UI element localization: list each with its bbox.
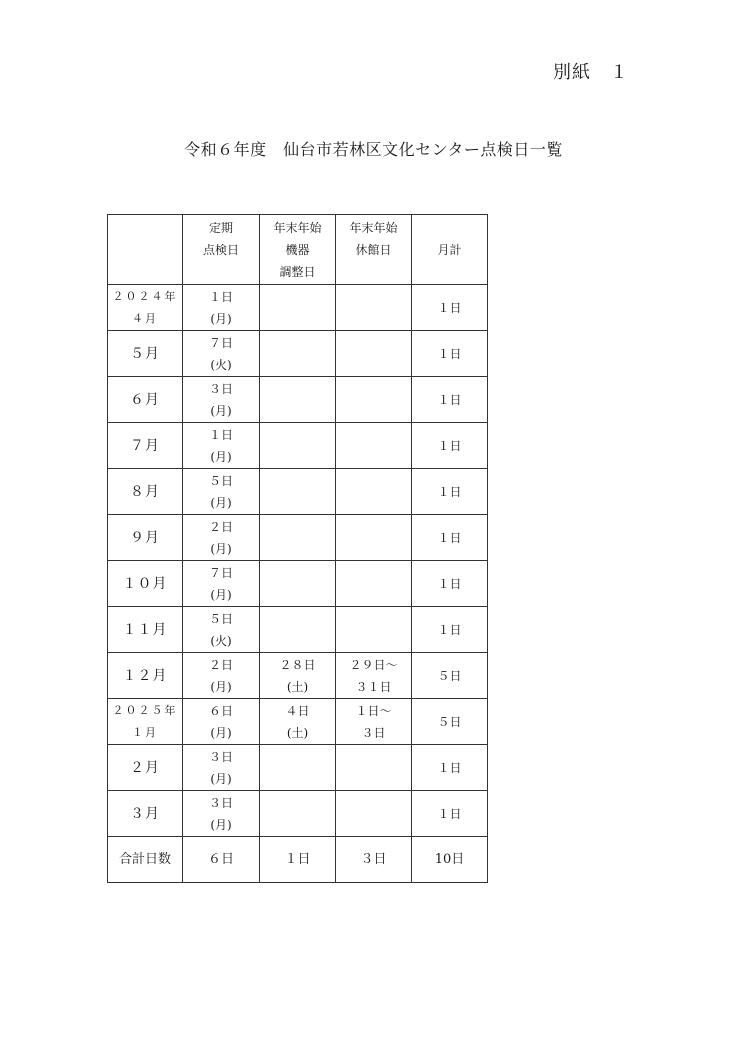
cell-text-line: ７月: [130, 437, 160, 454]
header-text-line: 年末年始: [273, 221, 322, 235]
monthly-total-cell: ５日: [412, 653, 488, 699]
monthly-total-cell: １日: [412, 607, 488, 653]
equipment-adjustment-cell: [260, 653, 336, 699]
cell-text-line: ３日: [208, 381, 233, 396]
equipment-adjustment-cell: [260, 515, 336, 561]
cell-text-line: ３日: [361, 725, 386, 740]
equipment-adjustment-cell: [260, 699, 336, 745]
equipment-adjustment-cell: [260, 423, 336, 469]
monthly-total-cell: １日: [412, 515, 488, 561]
regular-inspection-cell: [183, 377, 260, 423]
table-row: [108, 561, 488, 607]
regular-inspection-cell: [183, 423, 260, 469]
cell-text-line: ２９日～: [349, 657, 398, 672]
monthly-total-cell: １日: [412, 745, 488, 791]
month-cell: [108, 699, 183, 745]
cell-text-line: ３月: [130, 805, 160, 822]
document-title: 令和６年度 仙台市若林区文化センター点検日一覧: [184, 140, 563, 159]
regular-inspection-cell: [183, 699, 260, 745]
month-cell: [108, 331, 183, 377]
regular-inspection-cell: [183, 791, 260, 837]
cell-text-line: ６月: [130, 391, 160, 408]
month-cell: [108, 377, 183, 423]
table-row: [108, 699, 488, 745]
monthly-total-cell: １日: [412, 331, 488, 377]
equipment-adjustment-cell: [260, 331, 336, 377]
cell-text-line: ２０２５年: [112, 703, 178, 717]
header-text-line: 年末年始: [349, 221, 398, 235]
table-row: [108, 653, 488, 699]
monthly-total-cell: １日: [412, 791, 488, 837]
table-row: [108, 423, 488, 469]
cell-text-line: ６日: [208, 703, 233, 718]
cell-text-line: ２日: [208, 519, 233, 534]
table-row: [108, 285, 488, 331]
cell-text-line: (月): [210, 311, 232, 326]
table-row: [108, 745, 488, 791]
monthly-total-cell: １日: [412, 377, 488, 423]
table-header-row: [108, 215, 488, 285]
cell-text-line: (月): [210, 587, 232, 602]
cell-text-line: (月): [210, 725, 232, 740]
cell-text-line: (月): [210, 541, 232, 556]
header-text-line: 機器: [285, 243, 310, 257]
table-row: [108, 515, 488, 561]
cell-text-line: ５日: [208, 473, 233, 488]
cell-text-line: ４月: [132, 311, 158, 325]
table-total-row: [108, 837, 488, 883]
holiday-closure-cell: [336, 515, 412, 561]
holiday-closure-cell: [336, 791, 412, 837]
total-sum-cell: 10日: [412, 837, 488, 883]
equipment-adjustment-cell: [260, 745, 336, 791]
cell-text-line: ４日: [285, 703, 310, 718]
header-monthly-total: [412, 215, 488, 285]
attachment-label: 別紙 １: [553, 62, 629, 83]
month-cell: [108, 515, 183, 561]
cell-text-line: ２月: [130, 759, 160, 776]
holiday-closure-cell: [336, 423, 412, 469]
regular-inspection-cell: [183, 745, 260, 791]
monthly-total-cell: １日: [412, 469, 488, 515]
header-text-line: 休館日: [355, 243, 392, 257]
monthly-total-cell: ５日: [412, 699, 488, 745]
month-cell: [108, 653, 183, 699]
cell-text-line: ５日: [208, 611, 233, 626]
total-adjust-cell: １日: [260, 837, 336, 883]
table-row: [108, 469, 488, 515]
cell-text-line: １０月: [122, 575, 168, 592]
total-label-cell: 合計日数: [108, 837, 183, 883]
cell-text-line: (火): [210, 357, 232, 372]
monthly-total-cell: １日: [412, 561, 488, 607]
cell-text-line: (月): [210, 403, 232, 418]
cell-text-line: ２０２４年: [112, 289, 178, 303]
regular-inspection-cell: [183, 561, 260, 607]
month-cell: [108, 285, 183, 331]
holiday-closure-cell: [336, 561, 412, 607]
table-row: [108, 377, 488, 423]
header-equipment-adjustment: [260, 215, 336, 285]
cell-text-line: (月): [210, 679, 232, 694]
header-text-line: 点検日: [202, 243, 239, 257]
header-text-line: 月計: [437, 242, 462, 257]
equipment-adjustment-cell: [260, 377, 336, 423]
holiday-closure-cell: [336, 653, 412, 699]
cell-text-line: (月): [210, 817, 232, 832]
cell-text-line: ２８日: [279, 657, 316, 672]
holiday-closure-cell: [336, 607, 412, 653]
equipment-adjustment-cell: [260, 791, 336, 837]
cell-text-line: ７日: [208, 565, 233, 580]
month-cell: [108, 791, 183, 837]
cell-text-line: (土): [286, 725, 309, 740]
cell-text-line: ７日: [208, 335, 233, 350]
table-row: [108, 607, 488, 653]
holiday-closure-cell: [336, 469, 412, 515]
holiday-closure-cell: [336, 699, 412, 745]
month-cell: [108, 423, 183, 469]
monthly-total-cell: １日: [412, 423, 488, 469]
cell-text-line: ８月: [130, 483, 160, 500]
cell-text-line: ３日: [208, 749, 233, 764]
cell-text-line: １２月: [122, 667, 168, 684]
cell-text-line: (土): [286, 679, 309, 694]
equipment-adjustment-cell: [260, 561, 336, 607]
regular-inspection-cell: [183, 331, 260, 377]
holiday-closure-cell: [336, 331, 412, 377]
equipment-adjustment-cell: [260, 607, 336, 653]
cell-text-line: １日～: [355, 703, 392, 718]
cell-text-line: (月): [210, 449, 232, 464]
holiday-closure-cell: [336, 285, 412, 331]
equipment-adjustment-cell: [260, 285, 336, 331]
cell-text-line: １日: [208, 427, 233, 442]
month-cell: [108, 607, 183, 653]
inspection-schedule-table: [107, 214, 488, 883]
holiday-closure-cell: [336, 745, 412, 791]
equipment-adjustment-cell: [260, 469, 336, 515]
table-row: [108, 331, 488, 377]
cell-text-line: ５月: [130, 345, 160, 362]
month-cell: [108, 745, 183, 791]
header-text-line: 調整日: [279, 265, 316, 279]
header-text-line: 定期: [208, 221, 233, 235]
monthly-total-cell: １日: [412, 285, 488, 331]
regular-inspection-cell: [183, 607, 260, 653]
cell-text-line: ２日: [208, 657, 233, 672]
total-regular-cell: ６日: [183, 837, 260, 883]
cell-text-line: (火): [210, 633, 232, 648]
cell-text-line: １日: [208, 289, 233, 304]
regular-inspection-cell: [183, 469, 260, 515]
cell-text-line: １月: [132, 725, 158, 739]
header-holiday-closure: [336, 215, 412, 285]
cell-text-line: ９月: [130, 529, 160, 546]
header-month-cell: [108, 215, 183, 285]
cell-text-line: ３１日: [355, 679, 392, 694]
regular-inspection-cell: [183, 653, 260, 699]
month-cell: [108, 469, 183, 515]
table-row: [108, 791, 488, 837]
total-closed-cell: ３日: [336, 837, 412, 883]
header-regular-inspection: [183, 215, 260, 285]
holiday-closure-cell: [336, 377, 412, 423]
month-cell: [108, 561, 183, 607]
regular-inspection-cell: [183, 285, 260, 331]
cell-text-line: (月): [210, 771, 232, 786]
cell-text-line: ３日: [208, 795, 233, 810]
cell-text-line: (月): [210, 495, 232, 510]
regular-inspection-cell: [183, 515, 260, 561]
cell-text-line: １１月: [122, 621, 168, 638]
